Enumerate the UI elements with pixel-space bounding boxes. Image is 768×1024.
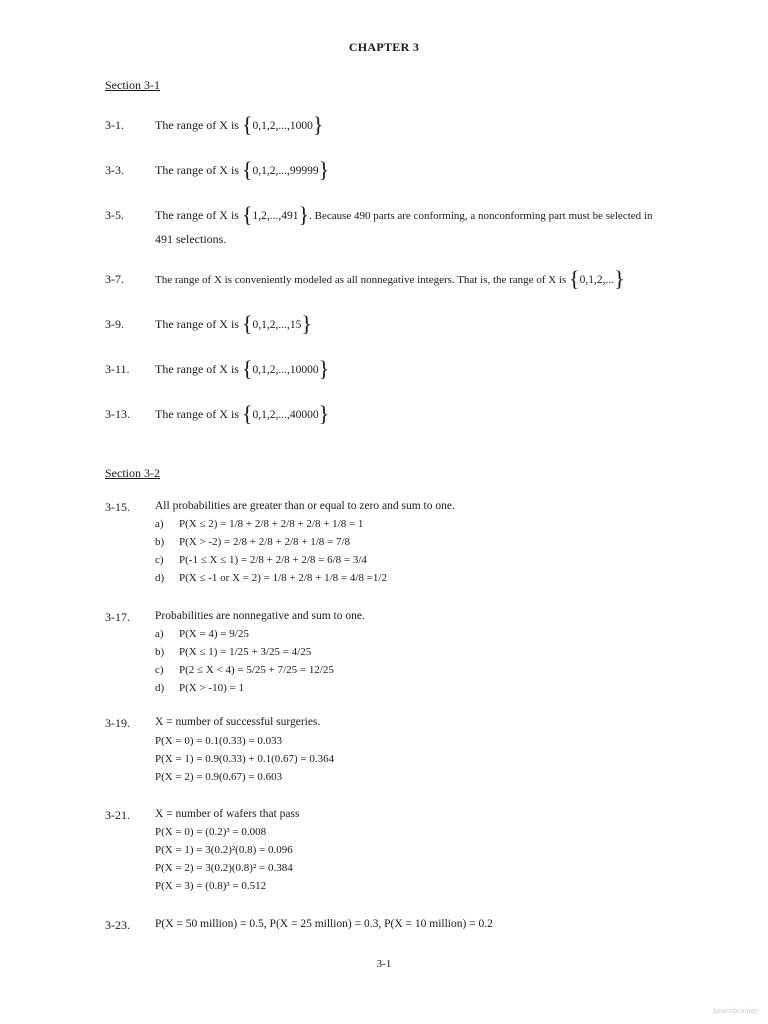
problem-number: 3-15. bbox=[105, 500, 130, 514]
range-set: 0,1,2,...,99999 bbox=[252, 165, 319, 177]
problem-3-15-text: All probabilities are greater than or equal to zero and sum to one. bbox=[155, 500, 455, 512]
sub-item-text: P(2 ≤ X < 4) = 5/25 + 7/25 = 12/25 bbox=[179, 664, 334, 676]
problem-number: 3-19. bbox=[105, 716, 130, 730]
problem-3-3-text bbox=[155, 157, 329, 183]
sub-item bbox=[155, 536, 350, 548]
problem-3-5-continuation: 491 selections. bbox=[155, 232, 227, 246]
sub-item-text: P(X ≤ -1 or X = 2) = 1/8 + 2/8 + 1/8 = 4/8 =1/2 bbox=[179, 572, 387, 584]
problem-3-9-text bbox=[155, 311, 312, 337]
range-set: 0,1,2,...,40000 bbox=[252, 409, 319, 421]
left-brace: { bbox=[241, 202, 253, 227]
section-title-3-1: Section 3-1 bbox=[105, 78, 160, 92]
problem-3-1-text bbox=[155, 112, 323, 138]
left-brace: { bbox=[241, 112, 253, 137]
left-brace: { bbox=[569, 266, 580, 291]
sub-item-text: P(X > -2) = 2/8 + 2/8 + 2/8 + 1/8 = 7/8 bbox=[179, 536, 351, 548]
range-set: 0,1,2,...,10000 bbox=[252, 364, 319, 376]
sub-item-label: c) bbox=[155, 554, 164, 566]
problem-3-11-text bbox=[155, 356, 329, 382]
sub-item-text: P(X > -10) = 1 bbox=[179, 682, 244, 694]
problem-number: 3-1. bbox=[105, 118, 124, 132]
sub-item bbox=[155, 518, 363, 530]
chapter-title: CHAPTER 3 bbox=[348, 40, 420, 54]
left-brace: { bbox=[241, 311, 253, 336]
problem-number: 3-9. bbox=[105, 317, 124, 331]
problem-number: 3-3. bbox=[105, 163, 124, 177]
left-brace: { bbox=[241, 356, 253, 381]
sub-item-text: P(X ≤ 1) = 1/25 + 3/25 = 4/25 bbox=[179, 646, 312, 658]
problem-number: 3-11. bbox=[105, 362, 130, 376]
right-brace: } bbox=[312, 112, 324, 137]
problem-number: 3-5. bbox=[105, 208, 124, 222]
page-number: 3-1 bbox=[376, 958, 392, 970]
right-brace: } bbox=[614, 266, 625, 291]
problem-text: The range of X is bbox=[155, 407, 242, 421]
equation-line: P(X = 0) = 0.1(0.33) = 0.033 bbox=[155, 735, 283, 747]
problem-3-17-text: Probabilities are nonnegative and sum to one. bbox=[155, 610, 365, 622]
problem-3-13-text bbox=[155, 401, 329, 427]
sub-item bbox=[155, 682, 244, 694]
problem-3-21-text: X = number of wafers that pass bbox=[155, 808, 300, 820]
problem-text: The range of X is bbox=[155, 362, 242, 376]
sub-item-label: d) bbox=[155, 572, 165, 584]
right-brace: } bbox=[318, 157, 330, 182]
problem-number: 3-7. bbox=[105, 272, 124, 286]
section-title-3-2: Section 3-2 bbox=[105, 466, 160, 480]
range-set: 1,2,...,491 bbox=[252, 210, 299, 222]
problem-text: The range of X is bbox=[155, 317, 242, 331]
problem-number: 3-23. bbox=[105, 918, 130, 932]
problem-3-19-text: X = number of successful surgeries. bbox=[155, 716, 321, 728]
problem-number: 3-21. bbox=[105, 808, 130, 822]
left-brace: { bbox=[241, 157, 253, 182]
right-brace: } bbox=[318, 356, 330, 381]
sub-item-text: P(X ≤ 2) = 1/8 + 2/8 + 2/8 + 2/8 + 1/8 = 1 bbox=[179, 518, 364, 530]
problem-text: The range of X is bbox=[155, 163, 242, 177]
range-set: 0,1,2,... bbox=[579, 274, 615, 286]
problem-text: The range of X is conveniently modeled as all nonnegative integers. That is, the range of X is bbox=[155, 274, 570, 286]
problem-text: The range of X is bbox=[155, 118, 242, 132]
sub-item-label: b) bbox=[155, 646, 165, 658]
watermark: Learnbrainer bbox=[713, 1007, 758, 1015]
left-brace: { bbox=[241, 401, 253, 426]
sub-item-label: c) bbox=[155, 664, 164, 676]
equation-line: P(X = 2) = 0.9(0.67) = 0.603 bbox=[155, 771, 283, 783]
equation-line: P(X = 0) = (0.2)³ = 0.008 bbox=[155, 826, 267, 838]
right-brace: } bbox=[298, 202, 310, 227]
problem-number: 3-17. bbox=[105, 610, 130, 624]
sub-item-label: d) bbox=[155, 682, 165, 694]
sub-item-label: b) bbox=[155, 536, 165, 548]
sub-item-label: a) bbox=[155, 628, 164, 640]
equation-line: P(X = 1) = 0.9(0.33) + 0.1(0.67) = 0.364 bbox=[155, 753, 335, 765]
problem-3-7-text bbox=[155, 266, 625, 292]
problem-text: The range of X is bbox=[155, 208, 242, 222]
sub-item bbox=[155, 664, 334, 676]
problem-3-5-text bbox=[155, 202, 652, 228]
range-set: 0,1,2,...,15 bbox=[252, 319, 302, 331]
sub-item-text: P(X = 4) = 9/25 bbox=[179, 628, 249, 640]
range-set: 0,1,2,...,1000 bbox=[252, 120, 313, 132]
equation-line: P(X = 2) = 3(0.2)(0.8)² = 0.384 bbox=[155, 862, 293, 874]
sub-item-label: a) bbox=[155, 518, 164, 530]
problem-number: 3-13. bbox=[105, 407, 130, 421]
equation-line: P(X = 3) = (0.8)³ = 0.512 bbox=[155, 880, 267, 892]
sub-item bbox=[155, 628, 249, 640]
problem-3-23-text: P(X = 50 million) = 0.5, P(X = 25 million) = 0.3, P(X = 10 million) = 0.2 bbox=[155, 918, 493, 930]
sub-item-text: P(-1 ≤ X ≤ 1) = 2/8 + 2/8 + 2/8 = 6/8 = 3/4 bbox=[179, 554, 367, 566]
right-brace: } bbox=[318, 401, 330, 426]
right-brace: } bbox=[301, 311, 312, 336]
sub-item bbox=[155, 572, 387, 584]
sub-item bbox=[155, 554, 367, 566]
problem-text-suffix: . Because 490 parts are conforming, a nonconforming part must be selected in bbox=[309, 210, 653, 222]
sub-item bbox=[155, 646, 311, 658]
equation-line: P(X = 1) = 3(0.2)²(0.8) = 0.096 bbox=[155, 844, 293, 856]
